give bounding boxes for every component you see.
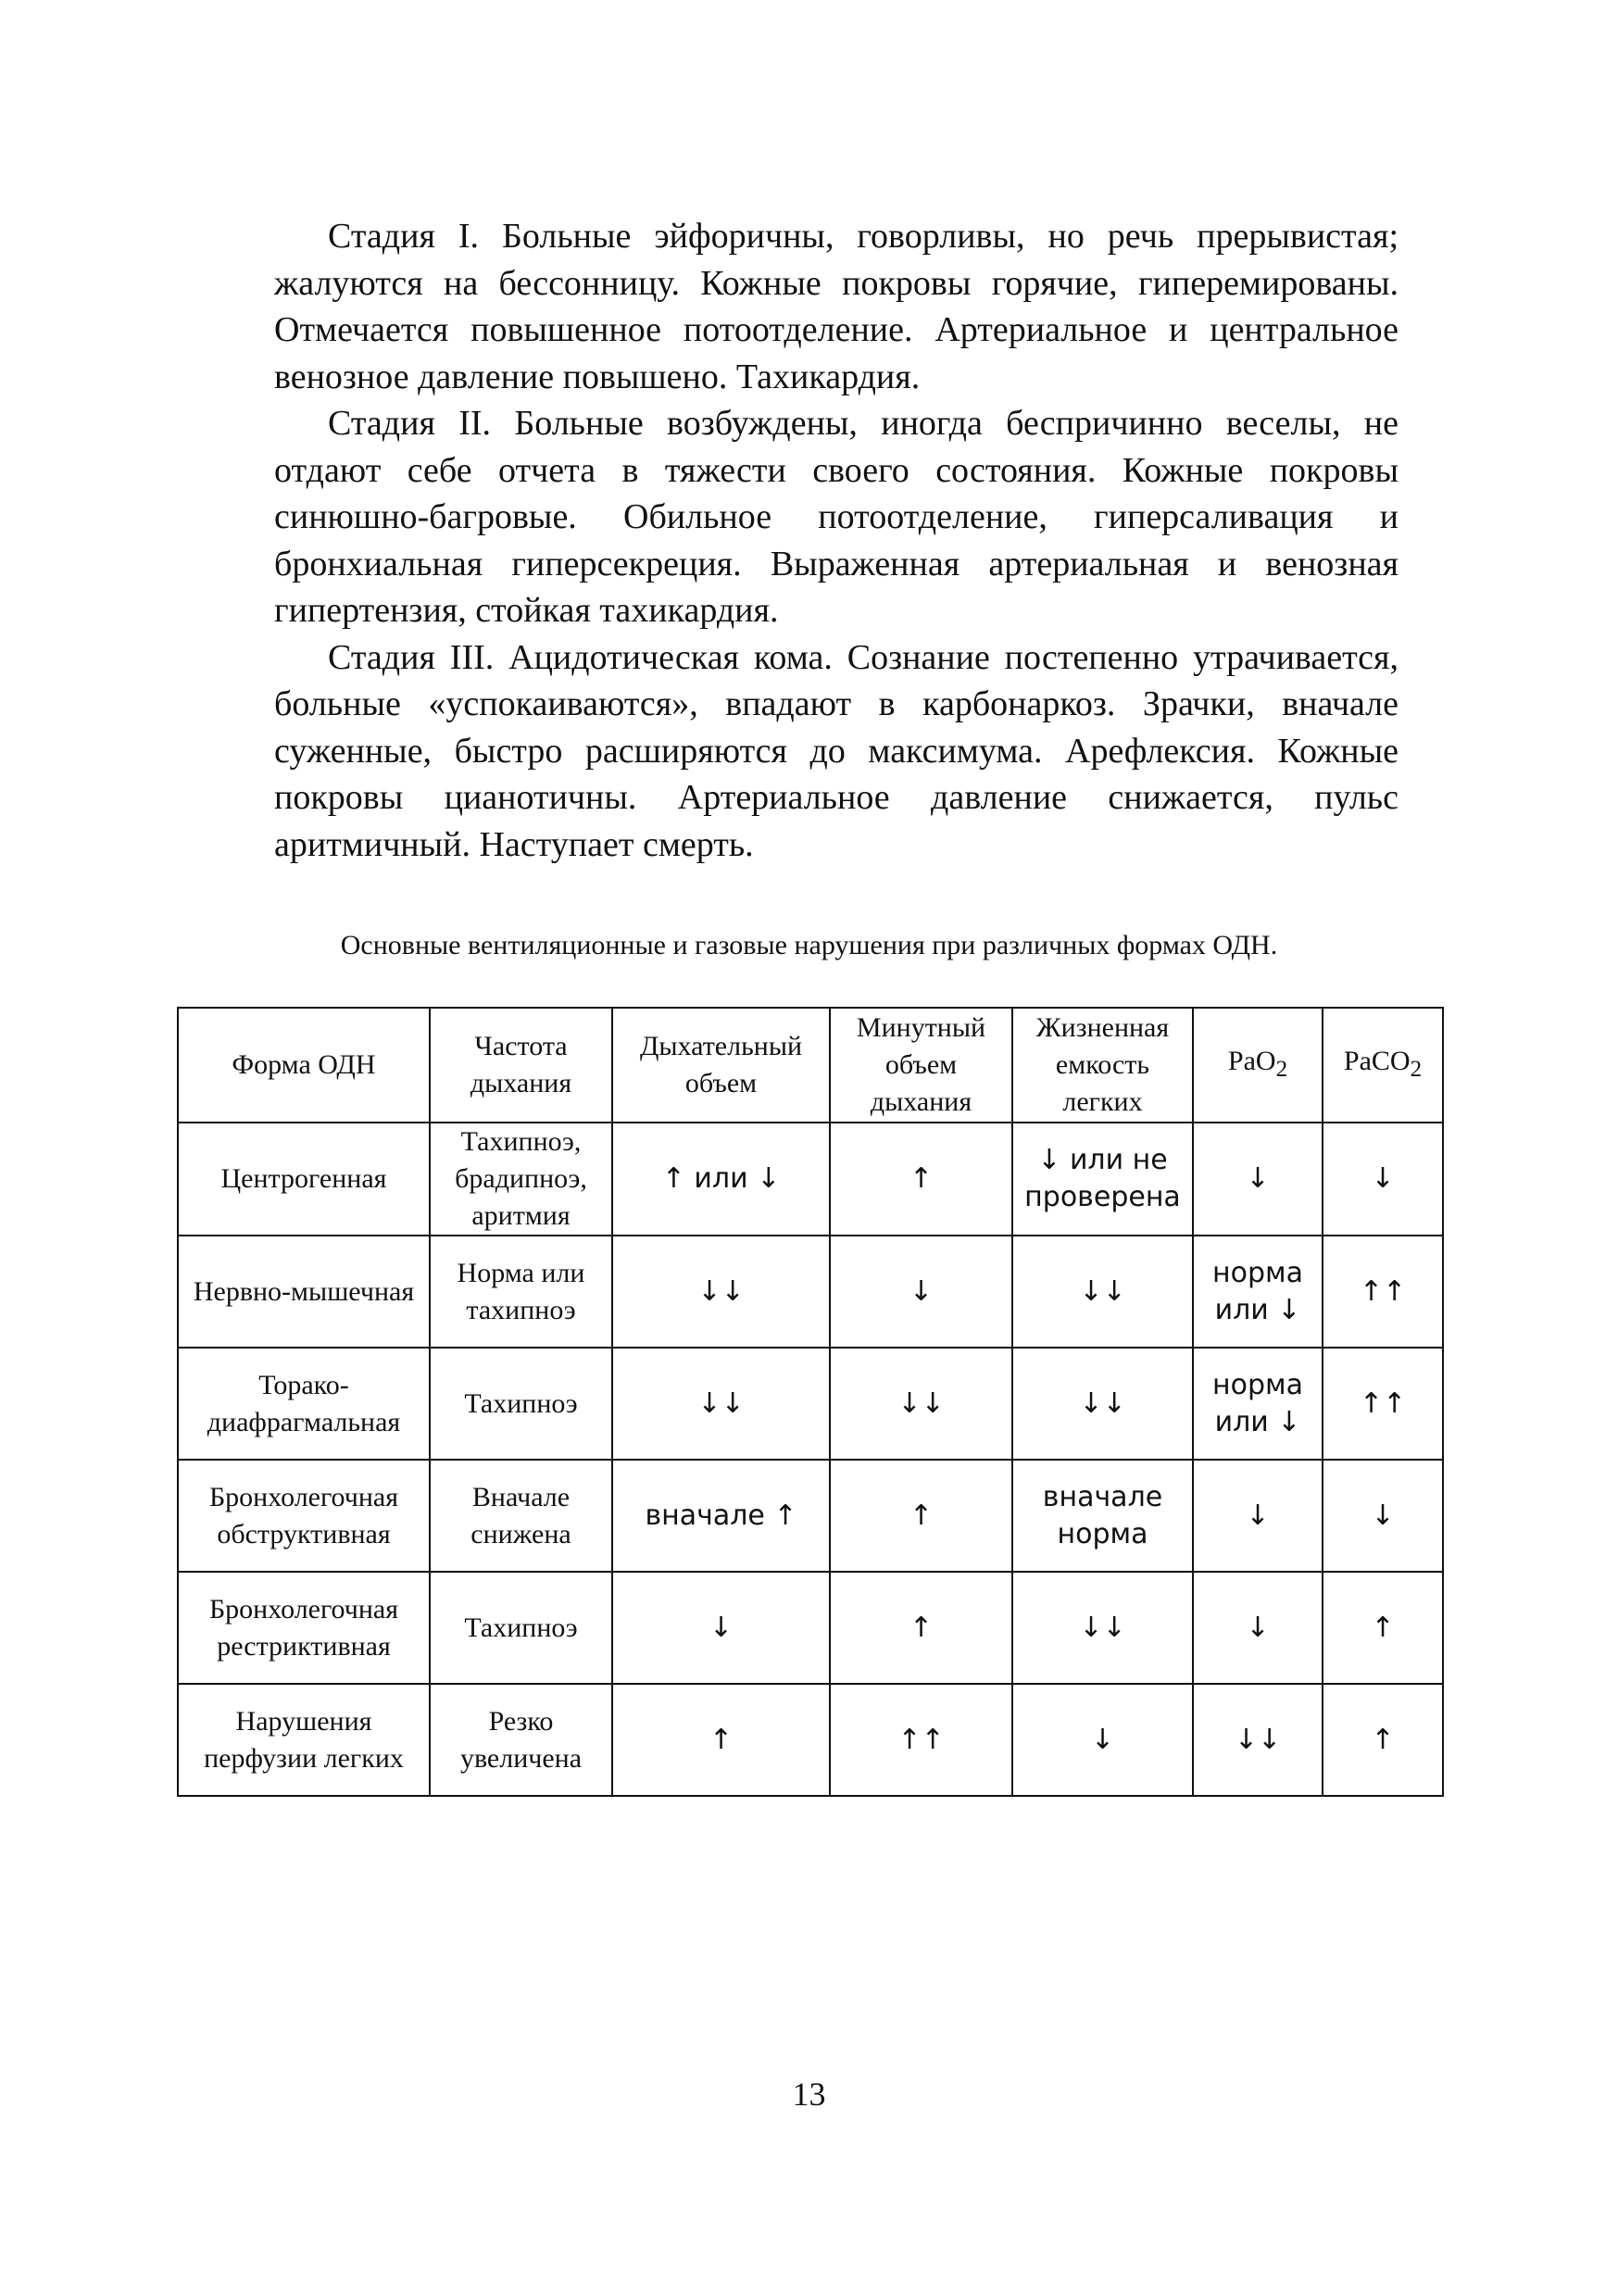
table-row (178, 1460, 1443, 1572)
cell-vital: ↓↓ (1012, 1236, 1193, 1348)
paragraph-stage-1: Стадия I. Больные эйфоричны, говорливы, но речь прерывистая; жалуются на бессонницу. Кожные покровы горячие, гиперемированы. Отмечается повышенное потоотделение. Артериальное и центральное венозное давление повышено. Тахикардия. (274, 217, 1399, 396)
cell-form: Бронхолегочная рестриктивная (178, 1572, 430, 1684)
header-vital: Жизненная емкость легких (1012, 1008, 1193, 1123)
cell-minute: ↑ (830, 1460, 1012, 1572)
cell-tidal: ↓↓ (612, 1236, 830, 1348)
cell-pao2: норма или ↓ (1193, 1236, 1323, 1348)
header-pao2 (1193, 1008, 1323, 1123)
cell-minute: ↑↑ (830, 1684, 1012, 1796)
body-text (274, 213, 1399, 868)
header-form: Форма ОДН (178, 1008, 430, 1123)
cell-minute: ↑ (830, 1572, 1012, 1684)
cell-rate: Вначале снижена (430, 1460, 612, 1572)
cell-pao2: ↓ (1193, 1572, 1323, 1684)
cell-pao2: ↓↓ (1193, 1684, 1323, 1796)
header-tidal: Дыхательный объем (612, 1008, 830, 1123)
cell-form: Бронхолегочная обструктивная (178, 1460, 430, 1572)
cell-tidal: ↓ (612, 1572, 830, 1684)
cell-rate: Тахипноэ (430, 1572, 612, 1684)
header-pao2-sub: 2 (1275, 1056, 1288, 1082)
cell-paco2: ↑ (1323, 1684, 1443, 1796)
cell-paco2: ↑↑ (1323, 1348, 1443, 1460)
cell-vital: ↓↓ (1012, 1348, 1193, 1460)
cell-vital: вначале норма (1012, 1460, 1193, 1572)
cell-rate: Резко увеличена (430, 1684, 612, 1796)
cell-paco2: ↓ (1323, 1460, 1443, 1572)
page-number: 13 (792, 2076, 826, 2113)
cell-paco2: ↓ (1323, 1123, 1443, 1236)
header-rate: Частота дыхания (430, 1008, 612, 1123)
cell-tidal: ↑ или ↓ (612, 1123, 830, 1236)
header-minute: Минутный объем дыхания (830, 1008, 1012, 1123)
header-pao2-base: PaO (1227, 1045, 1276, 1076)
cell-minute: ↑ (830, 1123, 1012, 1236)
cell-form: Нервно-мышечная (178, 1236, 430, 1348)
table-row (178, 1348, 1443, 1460)
header-paco2 (1323, 1008, 1443, 1123)
table-row (178, 1572, 1443, 1684)
cell-form: Центрогенная (178, 1123, 430, 1236)
cell-tidal: вначале ↑ (612, 1460, 830, 1572)
cell-pao2: ↓ (1193, 1123, 1323, 1236)
table-row (178, 1684, 1443, 1796)
table-row (178, 1123, 1443, 1236)
cell-paco2: ↑↑ (1323, 1236, 1443, 1348)
paragraph-stage-3: Стадия III. Ацидотическая кома. Сознание постепенно утрачивается, больные «успокаиваются», впадают в карбонаркоз. Зрачки, вначале суженные, быстро расширяются до максимума. Арефлексия. Кожные покровы цианотичны. Артериальное давление снижается, пульс аритмичный. Наступает смерть. (274, 637, 1399, 864)
cell-paco2: ↑ (1323, 1572, 1443, 1684)
table-header-row (178, 1008, 1443, 1123)
cell-tidal: ↓↓ (612, 1348, 830, 1460)
cell-rate: Норма или тахипноэ (430, 1236, 612, 1348)
cell-form: Нарушения перфузии легких (178, 1684, 430, 1796)
ventilation-table (177, 1007, 1444, 1797)
header-paco2-base: PaCO (1343, 1045, 1411, 1076)
table-row (178, 1236, 1443, 1348)
cell-tidal: ↑ (612, 1684, 830, 1796)
table-caption: Основные вентиляционные и газовые нарушения при различных формах ОДН. (340, 930, 1278, 960)
cell-vital: ↓ (1012, 1684, 1193, 1796)
cell-rate: Тахипноэ, брадипноэ, аритмия (430, 1123, 612, 1236)
cell-minute: ↓↓ (830, 1348, 1012, 1460)
cell-vital: ↓↓ (1012, 1572, 1193, 1684)
cell-minute: ↓ (830, 1236, 1012, 1348)
cell-pao2: норма или ↓ (1193, 1348, 1323, 1460)
cell-rate: Тахипноэ (430, 1348, 612, 1460)
cell-vital: ↓ или не проверена (1012, 1123, 1193, 1236)
cell-form: Торако-диафрагмальная (178, 1348, 430, 1460)
header-paco2-sub: 2 (1410, 1056, 1423, 1082)
cell-pao2: ↓ (1193, 1460, 1323, 1572)
paragraph-stage-2: Стадия II. Больные возбуждены, иногда беспричинно веселы, не отдают себе отчета в тяжести своего состояния. Кожные покровы синюшно-багровые. Обильное потоотделение, гиперсаливация и бронхиальная гиперсекреция. Выраженная артериальная и венозная гипертензия, стойкая тахикардия. (274, 404, 1399, 630)
